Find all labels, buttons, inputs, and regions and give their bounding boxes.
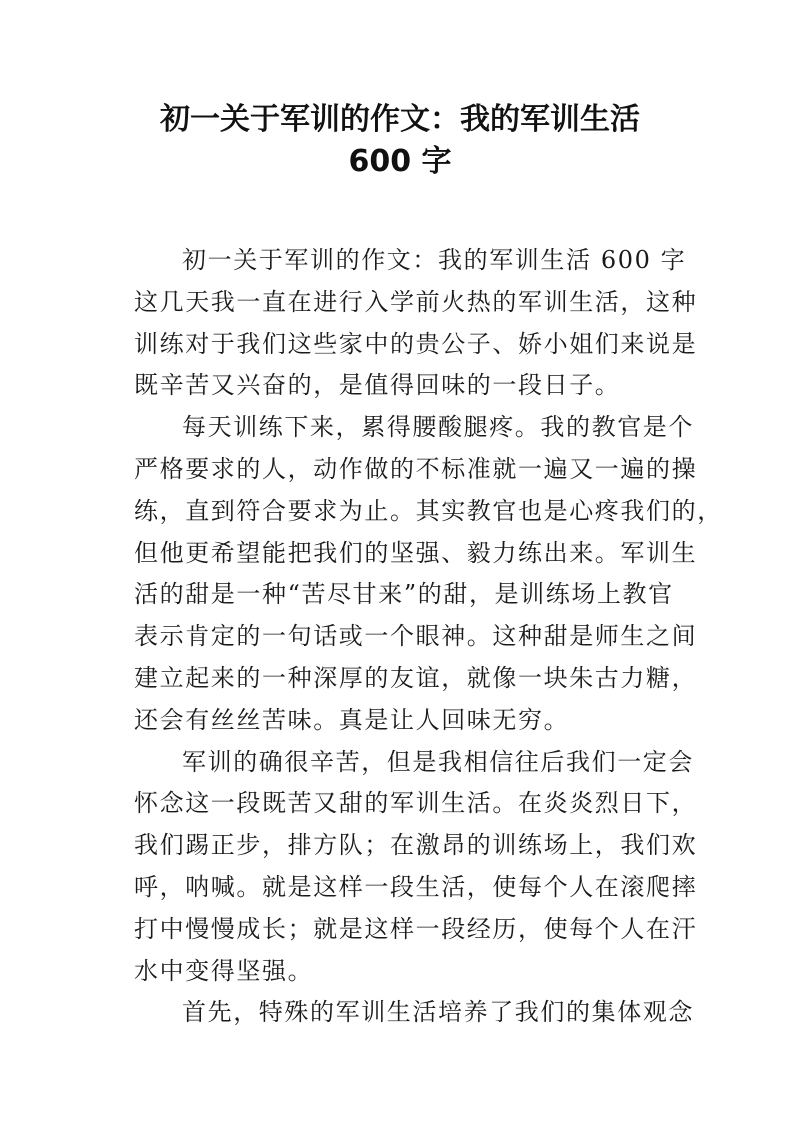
- body-line: 这几天我一直在进行入学前火热的军训生活，这种: [134, 287, 698, 316]
- body-line: 训练对于我们这些家中的贵公子、娇小姐们来说是: [134, 329, 698, 358]
- body-line: 严格要求的人，动作做的不标准就一遍又一遍的操: [134, 454, 698, 483]
- body-line: 军训的确很辛苦，但是我相信往后我们一定会: [182, 747, 694, 776]
- body-line: 表示肯定的一句话或一个眼神。这种甜是师生之间: [134, 622, 698, 651]
- document-body: [134, 240, 723, 1034]
- document-title-line-1: 初一关于军训的作文：我的军训生活: [160, 102, 640, 137]
- document-title-line-2: 600 字: [348, 144, 452, 179]
- body-line: 呼，呐喊。就是这样一段生活，使每个人在滚爬摔: [134, 872, 698, 901]
- body-line: 建立起来的一种深厚的友谊，就像一块朱古力糖，: [134, 663, 698, 692]
- body-line: 但他更希望能把我们的坚强、毅力练出来。军训生: [134, 538, 698, 567]
- body-line: 水中变得坚强。: [134, 956, 314, 985]
- body-line: 还会有丝丝苦味。真是让人回味无穷。: [134, 705, 570, 734]
- body-line: 打中慢慢成长；就是这样一段经历，使每个人在汗: [134, 914, 698, 943]
- body-line: 既辛苦又兴奋的，是值得回味的一段日子。: [134, 371, 621, 400]
- body-line: 初一关于军训的作文：我的军训生活 600 字: [182, 246, 687, 274]
- body-line: 每天训练下来，累得腰酸腿疼。我的教官是个: [182, 413, 694, 442]
- body-line: 怀念这一段既苦又甜的军训生活。在炎炎烈日下，: [134, 789, 698, 818]
- body-line: 首先，特殊的军训生活培养了我们的集体观念: [182, 998, 694, 1027]
- body-line: 活的甜是一种“苦尽甘来”的甜，是训练场上教官: [134, 580, 674, 609]
- body-line: 我们踢正步，排方队；在激昂的训练场上，我们欢: [134, 831, 698, 860]
- body-line: 练，直到符合要求为止。其实教官也是心疼我们的，: [134, 496, 723, 525]
